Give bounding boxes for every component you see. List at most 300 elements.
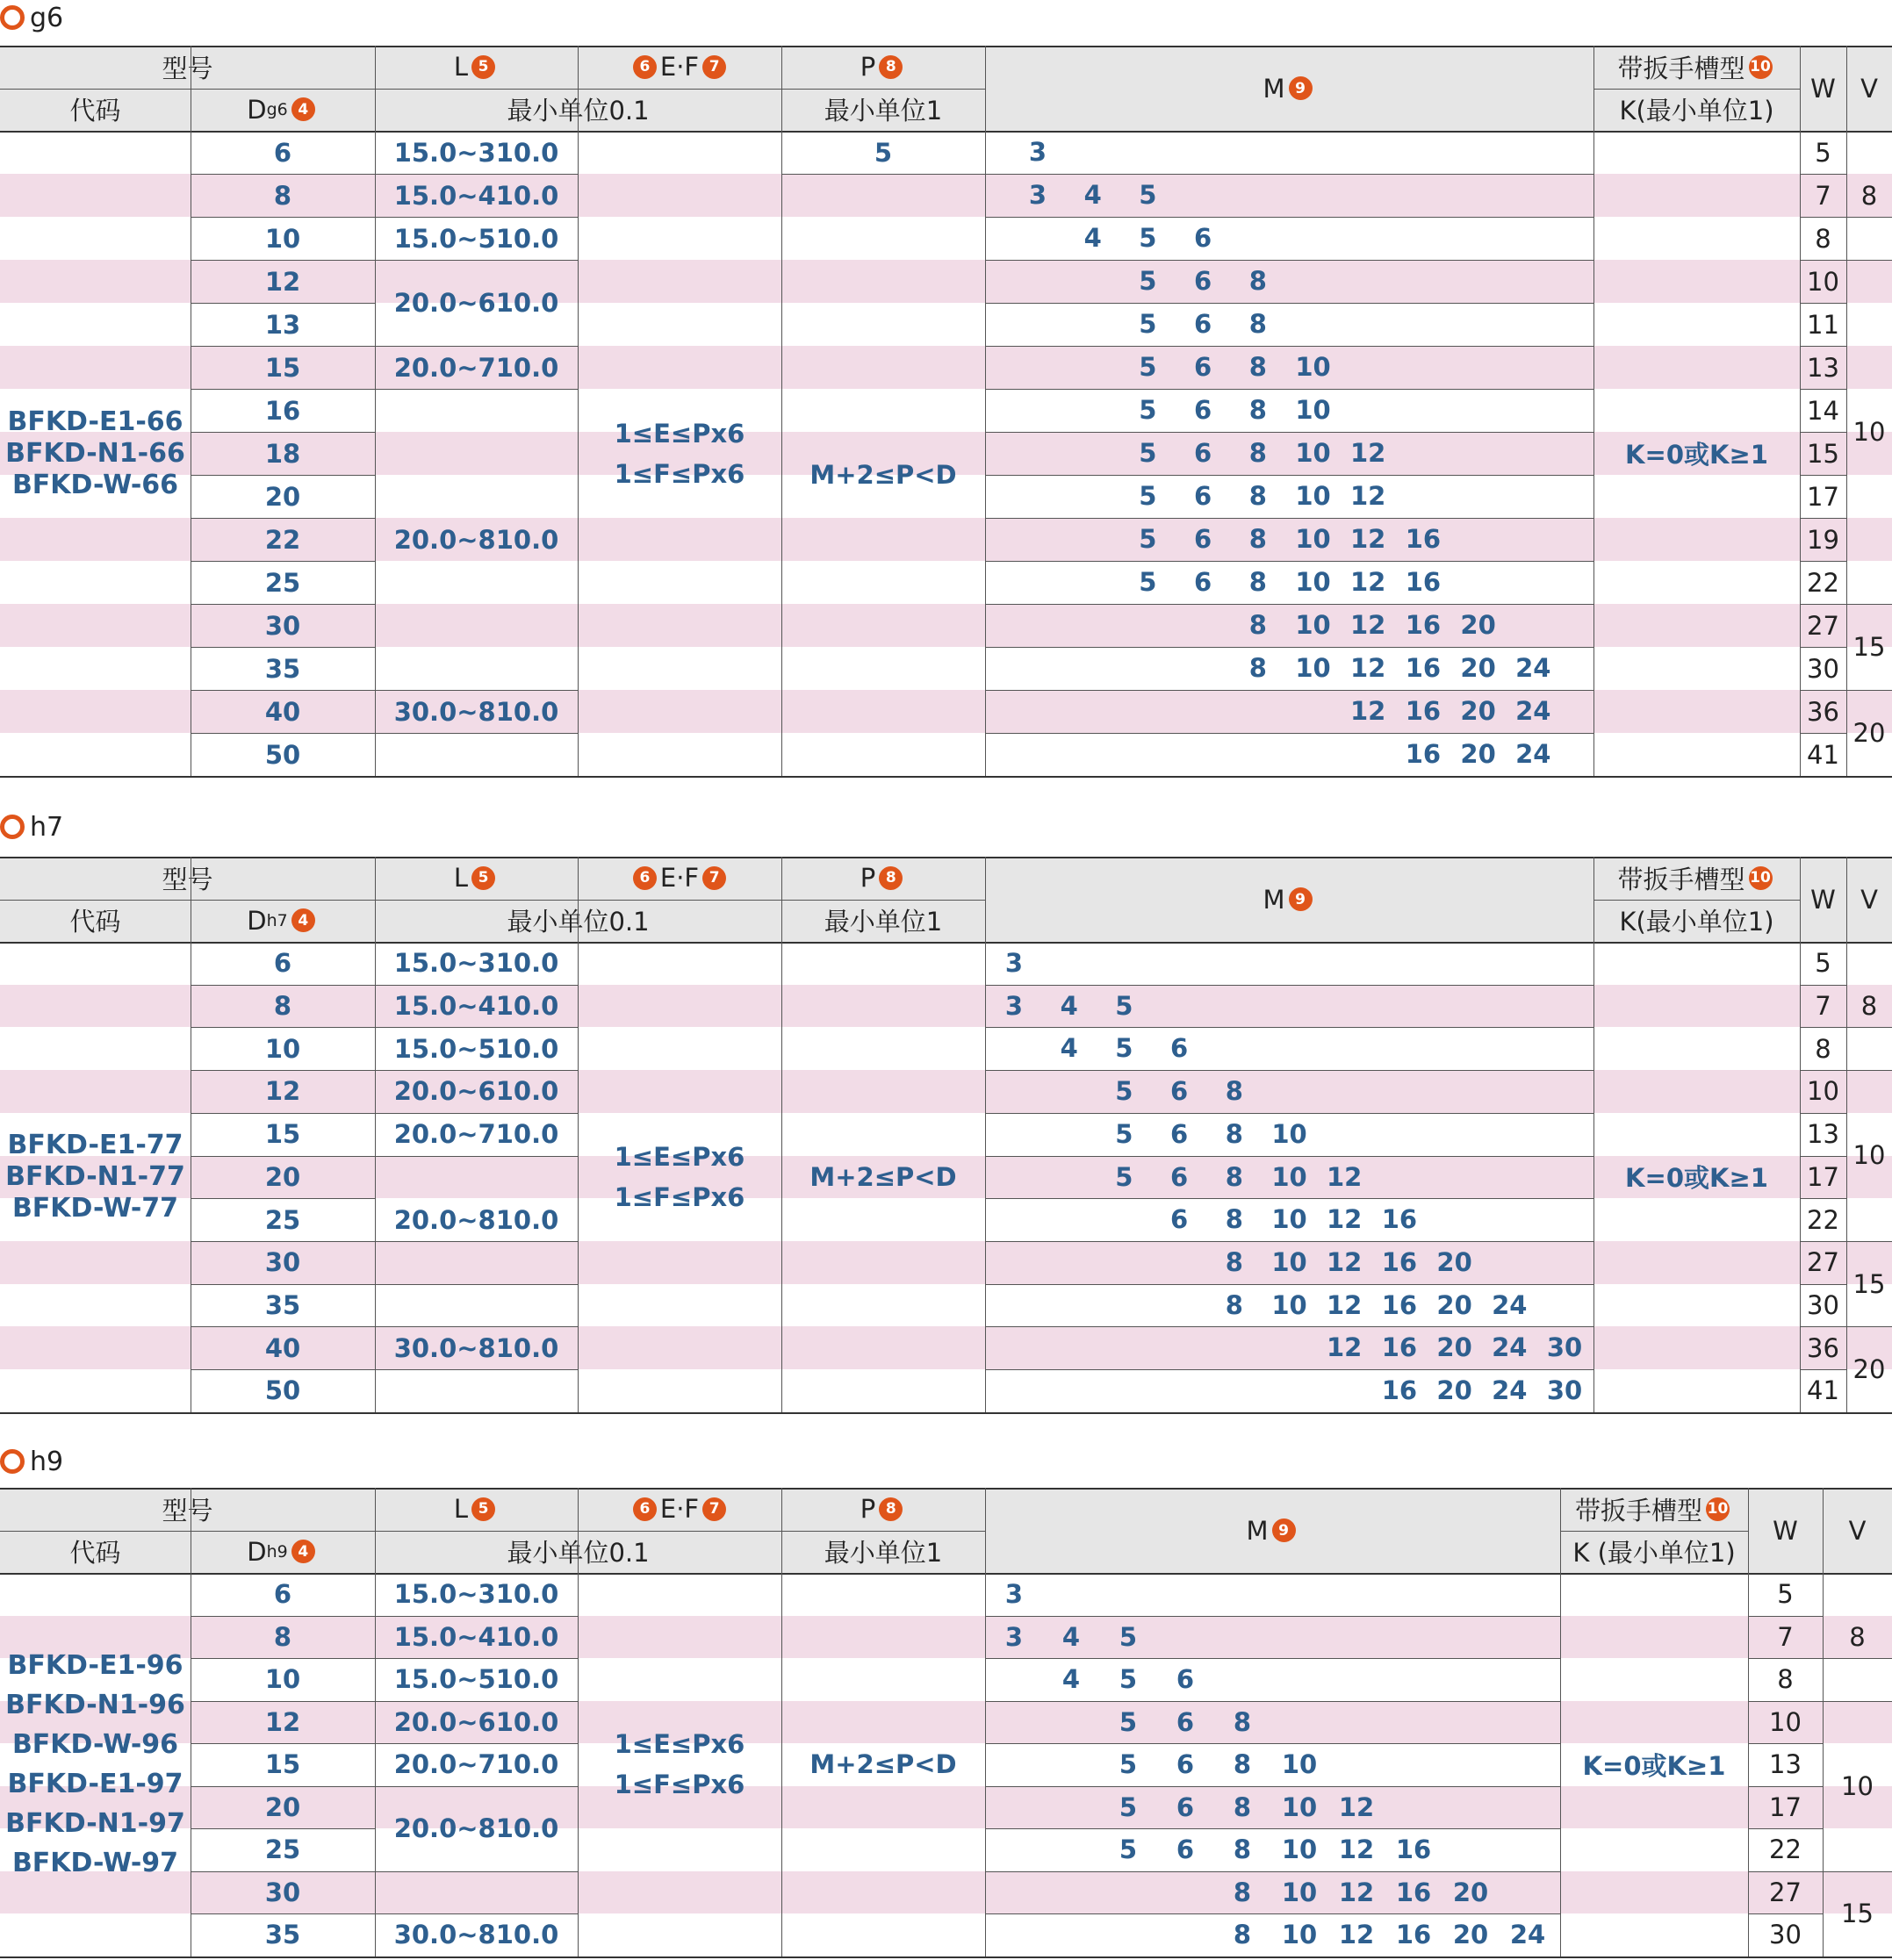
m-value: 24 <box>1515 653 1551 683</box>
ef-rule-line: 1≤F≤Px6 <box>614 1181 745 1212</box>
number-badge: 9 <box>1272 1518 1296 1542</box>
number-badge: 10 <box>1749 866 1773 890</box>
header-text: K (最小单位1) <box>1572 1538 1736 1569</box>
w-value: 13 <box>1769 1749 1802 1780</box>
m-value: 6 <box>1170 1076 1189 1107</box>
model-code: BFKD-W-77 <box>11 1192 179 1224</box>
header-code <box>0 1531 191 1574</box>
m-value: 8 <box>1225 1204 1243 1235</box>
d-value: 12 <box>264 1076 301 1107</box>
m-value: 6 <box>1194 524 1212 554</box>
d-value: 35 <box>264 1920 301 1950</box>
m-value: 20 <box>1460 696 1496 726</box>
model-code: BFKD-E1-96 <box>7 1650 183 1682</box>
m-value: 24 <box>1492 1289 1528 1320</box>
row-rule <box>985 1871 1560 1872</box>
header-text: P <box>860 52 876 83</box>
k-rule: K=0或K≥1 <box>1625 440 1768 470</box>
table-rule <box>0 1412 1892 1414</box>
w-value: 30 <box>1769 1920 1802 1950</box>
d-value: 13 <box>264 309 301 340</box>
m-value: 5 <box>1115 1033 1133 1064</box>
p-rule: M+2≤P<D <box>809 460 957 490</box>
k-rule: K=0或K≥1 <box>1582 1750 1726 1781</box>
number-badge: 6 <box>633 55 657 79</box>
header-text: P <box>860 863 876 894</box>
number-badge: 5 <box>471 866 495 890</box>
table-rule <box>0 46 1892 47</box>
m-value: 3 <box>1028 180 1047 210</box>
m-value: 8 <box>1248 309 1267 339</box>
m-value: 6 <box>1170 1204 1189 1235</box>
number-badge: 6 <box>633 1497 657 1521</box>
model-code: BFKD-N1-66 <box>5 437 185 469</box>
l-value: 15.0~310.0 <box>393 1579 559 1610</box>
header-text: 代码 <box>69 96 121 126</box>
m-value: 3 <box>1004 990 1024 1021</box>
m-value: 6 <box>1176 1664 1195 1694</box>
row-rule <box>985 1241 1593 1242</box>
m-value: 4 <box>1061 1621 1081 1652</box>
row-rule <box>985 260 1593 261</box>
w-value: 22 <box>1807 567 1839 598</box>
table-rule <box>0 857 1892 858</box>
header-text: W <box>1810 73 1836 104</box>
number-badge: 8 <box>879 1497 903 1521</box>
w-value: 5 <box>1777 1579 1794 1610</box>
k-rule: K=0或K≥1 <box>1625 1163 1768 1194</box>
d-value: 25 <box>264 1834 301 1865</box>
m-value: 10 <box>1295 610 1331 640</box>
row-rule <box>985 1701 1560 1702</box>
header-text: W <box>1810 884 1836 915</box>
m-value: 6 <box>1170 1118 1189 1149</box>
circle-bullet-icon <box>0 1449 25 1474</box>
header-ef <box>578 1488 781 1531</box>
m-value: 6 <box>1194 567 1212 597</box>
row-rule <box>985 1369 1593 1370</box>
w-value: 5 <box>1815 137 1831 168</box>
m-value: 3 <box>1004 1579 1024 1609</box>
w-value: 8 <box>1815 223 1831 254</box>
m-value: 16 <box>1395 1920 1432 1949</box>
header-rule <box>1593 900 1800 901</box>
v-value: 8 <box>1860 180 1878 211</box>
m-value: 10 <box>1281 1791 1318 1822</box>
m-value: 5 <box>1139 567 1157 597</box>
row-rule <box>1846 217 1892 218</box>
d-value: 40 <box>264 696 301 727</box>
m-value: 16 <box>1405 739 1442 769</box>
ef-rule <box>578 131 781 776</box>
m-value: 4 <box>1060 1033 1078 1064</box>
w-value: 8 <box>1815 1033 1831 1064</box>
m-value: 20 <box>1436 1375 1472 1405</box>
m-value: 12 <box>1327 1161 1363 1192</box>
m-value: 5 <box>1119 1834 1138 1864</box>
m-value: 8 <box>1248 352 1267 382</box>
w-value: 7 <box>1777 1621 1794 1652</box>
header-text: E·F <box>659 52 700 83</box>
m-value: 8 <box>1225 1161 1243 1192</box>
d-value: 35 <box>264 653 301 684</box>
header-text: D <box>247 905 267 936</box>
v-value: 10 <box>1841 1770 1874 1801</box>
code-list <box>0 942 191 1412</box>
m-value: 8 <box>1248 266 1267 296</box>
header-min-unit-1 <box>781 1531 985 1574</box>
header-text: L <box>453 1494 469 1525</box>
m-value: 6 <box>1194 309 1212 339</box>
header-text: W <box>1773 1515 1798 1546</box>
m-value: 10 <box>1281 1834 1318 1864</box>
header-text: D <box>247 1536 267 1567</box>
m-value: 16 <box>1405 524 1442 554</box>
p-rule: M+2≤P<D <box>809 1161 957 1192</box>
m-value: 16 <box>1381 1332 1418 1363</box>
header-slot <box>1560 1488 1748 1531</box>
d-value: 6 <box>273 1579 292 1610</box>
header-v <box>1846 857 1892 942</box>
m-value: 24 <box>1492 1375 1528 1405</box>
row-rule <box>985 1070 1593 1071</box>
m-value: 12 <box>1327 1246 1363 1277</box>
m-value: 16 <box>1381 1246 1418 1277</box>
d-value: 30 <box>264 1877 301 1907</box>
header-l <box>375 1488 578 1531</box>
m-value: 16 <box>1381 1204 1418 1235</box>
m-value: 5 <box>1119 1749 1138 1779</box>
model-code: BFKD-E1-97 <box>7 1769 183 1800</box>
row-rule <box>375 1284 578 1285</box>
l-value: 20.0~710.0 <box>393 1749 559 1780</box>
d-value: 30 <box>264 1247 301 1278</box>
l-value: 15.0~310.0 <box>393 137 559 168</box>
w-value: 7 <box>1815 180 1831 211</box>
w-value: 13 <box>1807 1119 1839 1150</box>
m-value: 10 <box>1295 481 1331 511</box>
header-text: 带扳手槽型 <box>1574 1495 1702 1526</box>
m-value: 24 <box>1515 739 1551 769</box>
header-rule <box>1560 1531 1748 1532</box>
w-value: 41 <box>1807 739 1839 770</box>
header-rule <box>0 1531 985 1532</box>
row-rule <box>985 1027 1593 1028</box>
header-subscript: h7 <box>266 910 288 930</box>
row-rule <box>375 1369 578 1370</box>
w-value: 17 <box>1807 481 1839 512</box>
l-value: 15.0~510.0 <box>393 1664 559 1695</box>
header-w <box>1800 857 1846 942</box>
header-slot <box>1593 46 1800 89</box>
model-code: BFKD-E1-66 <box>7 406 183 437</box>
d-value: 50 <box>264 739 301 770</box>
w-value: 27 <box>1807 1247 1839 1278</box>
l-value: 20.0~710.0 <box>393 1119 559 1150</box>
row-rule <box>985 1913 1560 1914</box>
l-value: 15.0~510.0 <box>393 223 559 254</box>
row-rule <box>985 1616 1560 1617</box>
w-value: 5 <box>1815 948 1831 979</box>
m-value: 12 <box>1327 1289 1363 1320</box>
row-rule <box>375 1871 578 1872</box>
m-value: 5 <box>1119 1791 1138 1822</box>
column-rule <box>985 857 986 1412</box>
w-value: 36 <box>1807 1332 1839 1363</box>
header-text: M <box>1263 884 1285 915</box>
d-value: 10 <box>264 1033 301 1064</box>
m-value: 4 <box>1060 990 1078 1021</box>
m-value: 4 <box>1061 1664 1081 1694</box>
m-value: 10 <box>1271 1161 1307 1192</box>
w-value: 11 <box>1807 309 1839 340</box>
header-ef <box>578 46 781 89</box>
m-value: 8 <box>1248 481 1267 511</box>
ef-rule-line: 1≤E≤Px6 <box>614 418 745 449</box>
header-text: M <box>1246 1515 1269 1546</box>
m-value: 4 <box>1083 223 1102 253</box>
v-value: 8 <box>1860 991 1878 1022</box>
row-rule <box>985 1113 1593 1114</box>
l-value: 30.0~810.0 <box>393 1332 559 1363</box>
m-value: 8 <box>1233 1834 1252 1864</box>
w-value: 41 <box>1807 1375 1839 1406</box>
header-code <box>0 89 191 132</box>
m-value: 8 <box>1248 395 1267 425</box>
section-title-text: h7 <box>30 811 64 843</box>
m-value: 24 <box>1509 1920 1546 1949</box>
section-title <box>0 809 63 844</box>
m-value: 6 <box>1194 352 1212 382</box>
d-value: 15 <box>264 352 301 383</box>
l-value: 15.0~410.0 <box>393 991 559 1022</box>
m-value: 6 <box>1170 1033 1189 1064</box>
model-code: BFKD-N1-97 <box>5 1808 185 1840</box>
m-value: 12 <box>1350 438 1386 468</box>
m-value: 10 <box>1295 352 1331 382</box>
w-value: 17 <box>1769 1791 1802 1822</box>
m-value: 5 <box>1139 223 1157 253</box>
m-value: 8 <box>1225 1246 1243 1277</box>
header-text: 最小单位0.1 <box>507 96 650 126</box>
m-value: 6 <box>1176 1834 1195 1864</box>
header-text: 最小单位0.1 <box>507 1538 650 1569</box>
column-rule <box>985 46 986 776</box>
m-value: 5 <box>1115 990 1133 1021</box>
header-text: V <box>1848 1515 1867 1546</box>
row-rule <box>985 303 1593 304</box>
header-text: L <box>453 863 469 894</box>
l-value: 30.0~810.0 <box>393 696 559 727</box>
m-value: 24 <box>1492 1332 1528 1363</box>
w-value: 30 <box>1807 653 1839 684</box>
ef-rule-line: 1≤E≤Px6 <box>614 1729 745 1760</box>
m-value: 8 <box>1248 653 1267 683</box>
header-text: 带扳手槽型 <box>1617 53 1745 83</box>
m-value: 5 <box>1139 180 1157 210</box>
section-title-text: h9 <box>30 1446 64 1477</box>
row-rule <box>985 1284 1593 1285</box>
header-k <box>1593 900 1800 943</box>
header-model <box>0 1488 375 1531</box>
d-value: 20 <box>264 1791 301 1822</box>
header-text: E·F <box>659 1494 700 1525</box>
m-value: 5 <box>1139 524 1157 554</box>
row-rule <box>985 1828 1560 1829</box>
m-value: 3 <box>1004 948 1024 978</box>
w-value: 36 <box>1807 696 1839 727</box>
l-value: 20.0~610.0 <box>393 1706 559 1737</box>
d-value: 35 <box>264 1289 301 1320</box>
row-rule <box>985 1743 1560 1744</box>
m-value: 20 <box>1452 1920 1489 1949</box>
ef-rule-line: 1≤F≤Px6 <box>614 458 745 489</box>
m-value: 10 <box>1295 524 1331 554</box>
m-value: 5 <box>1139 266 1157 296</box>
m-value: 10 <box>1295 395 1331 425</box>
m-value: 6 <box>1176 1749 1195 1779</box>
m-value: 8 <box>1248 610 1267 640</box>
m-value: 4 <box>1083 180 1102 210</box>
l-value: 30.0~810.0 <box>393 1920 559 1950</box>
m-value: 5 <box>1119 1664 1138 1694</box>
m-value: 3 <box>1028 137 1047 167</box>
m-value: 12 <box>1350 653 1386 683</box>
m-value: 10 <box>1295 653 1331 683</box>
v-value: 20 <box>1852 718 1886 748</box>
header-text: D <box>247 94 267 125</box>
model-code: BFKD-E1-77 <box>7 1129 183 1160</box>
header-text: 带扳手槽型 <box>1617 864 1745 894</box>
row-rule <box>985 1658 1560 1659</box>
column-rule <box>985 1488 986 1956</box>
m-value: 6 <box>1194 223 1212 253</box>
w-value: 14 <box>1807 395 1839 426</box>
m-value: 16 <box>1405 696 1442 726</box>
header-rule <box>0 89 985 90</box>
m-value: 8 <box>1233 1920 1252 1949</box>
m-value: 12 <box>1338 1791 1375 1822</box>
m-value: 6 <box>1176 1791 1195 1822</box>
header-text: E·F <box>659 863 700 894</box>
m-value: 6 <box>1194 481 1212 511</box>
m-value: 20 <box>1460 653 1496 683</box>
l-value: 20.0~610.0 <box>393 1076 559 1107</box>
number-badge: 8 <box>879 55 903 79</box>
m-value: 5 <box>1139 395 1157 425</box>
m-value: 5 <box>1139 481 1157 511</box>
w-value: 30 <box>1807 1289 1839 1320</box>
m-value: 10 <box>1295 567 1331 597</box>
d-value: 10 <box>264 1664 301 1695</box>
m-value: 6 <box>1194 438 1212 468</box>
w-value: 7 <box>1815 991 1831 1022</box>
header-text: 代码 <box>69 1538 121 1569</box>
m-value: 10 <box>1281 1877 1318 1907</box>
m-value: 20 <box>1452 1877 1489 1907</box>
v-value: 15 <box>1852 632 1886 662</box>
number-badge: 7 <box>702 866 726 890</box>
w-value: 27 <box>1769 1877 1802 1907</box>
m-value: 12 <box>1327 1332 1363 1363</box>
d-value: 50 <box>264 1375 301 1406</box>
header-min-unit-1 <box>781 900 985 943</box>
m-value: 8 <box>1233 1706 1252 1737</box>
header-text: K(最小单位1) <box>1619 907 1774 937</box>
header-v <box>1823 1488 1892 1573</box>
m-value: 20 <box>1436 1289 1472 1320</box>
m-value: 10 <box>1281 1749 1318 1779</box>
header-ef <box>578 857 781 900</box>
d-value: 18 <box>264 438 301 469</box>
header-m <box>985 857 1593 942</box>
l-value: 20.0~710.0 <box>393 352 559 383</box>
w-value: 19 <box>1807 524 1839 555</box>
number-badge: 7 <box>702 55 726 79</box>
row-rule <box>985 432 1593 433</box>
d-value: 25 <box>264 1204 301 1235</box>
header-v <box>1846 46 1892 131</box>
circle-bullet-icon <box>0 815 25 839</box>
d-value: 15 <box>264 1119 301 1150</box>
d-value: 6 <box>273 137 292 168</box>
w-value: 15 <box>1807 438 1839 469</box>
row-rule <box>985 389 1593 390</box>
m-value: 20 <box>1436 1246 1472 1277</box>
m-value: 12 <box>1338 1834 1375 1864</box>
row-rule <box>985 518 1593 519</box>
table-rule <box>0 1956 1892 1958</box>
header-text: 代码 <box>69 907 121 937</box>
row-rule <box>1823 1658 1892 1659</box>
d-value: 8 <box>273 1621 292 1652</box>
ef-rule <box>578 1573 781 1956</box>
header-text: 最小单位1 <box>824 1538 943 1569</box>
m-value: 5 <box>1115 1118 1133 1149</box>
m-value: 12 <box>1338 1920 1375 1949</box>
m-value: 10 <box>1271 1118 1307 1149</box>
header-p <box>781 1488 985 1531</box>
row-rule <box>985 1198 1593 1199</box>
d-value: 12 <box>264 266 301 297</box>
row-rule <box>985 604 1593 605</box>
model-code: BFKD-N1-96 <box>5 1690 185 1721</box>
model-code: BFKD-W-66 <box>11 469 179 500</box>
m-value: 8 <box>1233 1791 1252 1822</box>
section-title <box>0 1444 63 1479</box>
l-value: 15.0~410.0 <box>393 1621 559 1652</box>
model-code: BFKD-W-97 <box>11 1848 179 1879</box>
w-value: 22 <box>1769 1834 1802 1865</box>
d-value: 25 <box>264 567 301 598</box>
d-value: 12 <box>264 1706 301 1737</box>
ef-rule <box>578 942 781 1412</box>
header-d <box>191 900 375 943</box>
header-text: 型号 <box>162 864 213 894</box>
m-value: 30 <box>1546 1332 1583 1363</box>
row-rule <box>985 1156 1593 1157</box>
m-value: 30 <box>1546 1375 1583 1405</box>
m-value: 8 <box>1225 1289 1243 1320</box>
m-value: 20 <box>1436 1332 1472 1363</box>
section-title-text: g6 <box>30 2 64 33</box>
w-value: 10 <box>1807 266 1839 297</box>
header-k <box>1560 1531 1748 1574</box>
m-value: 8 <box>1233 1749 1252 1779</box>
d-value: 20 <box>264 481 301 512</box>
row-rule <box>985 174 1593 175</box>
header-subscript: g6 <box>266 99 288 119</box>
